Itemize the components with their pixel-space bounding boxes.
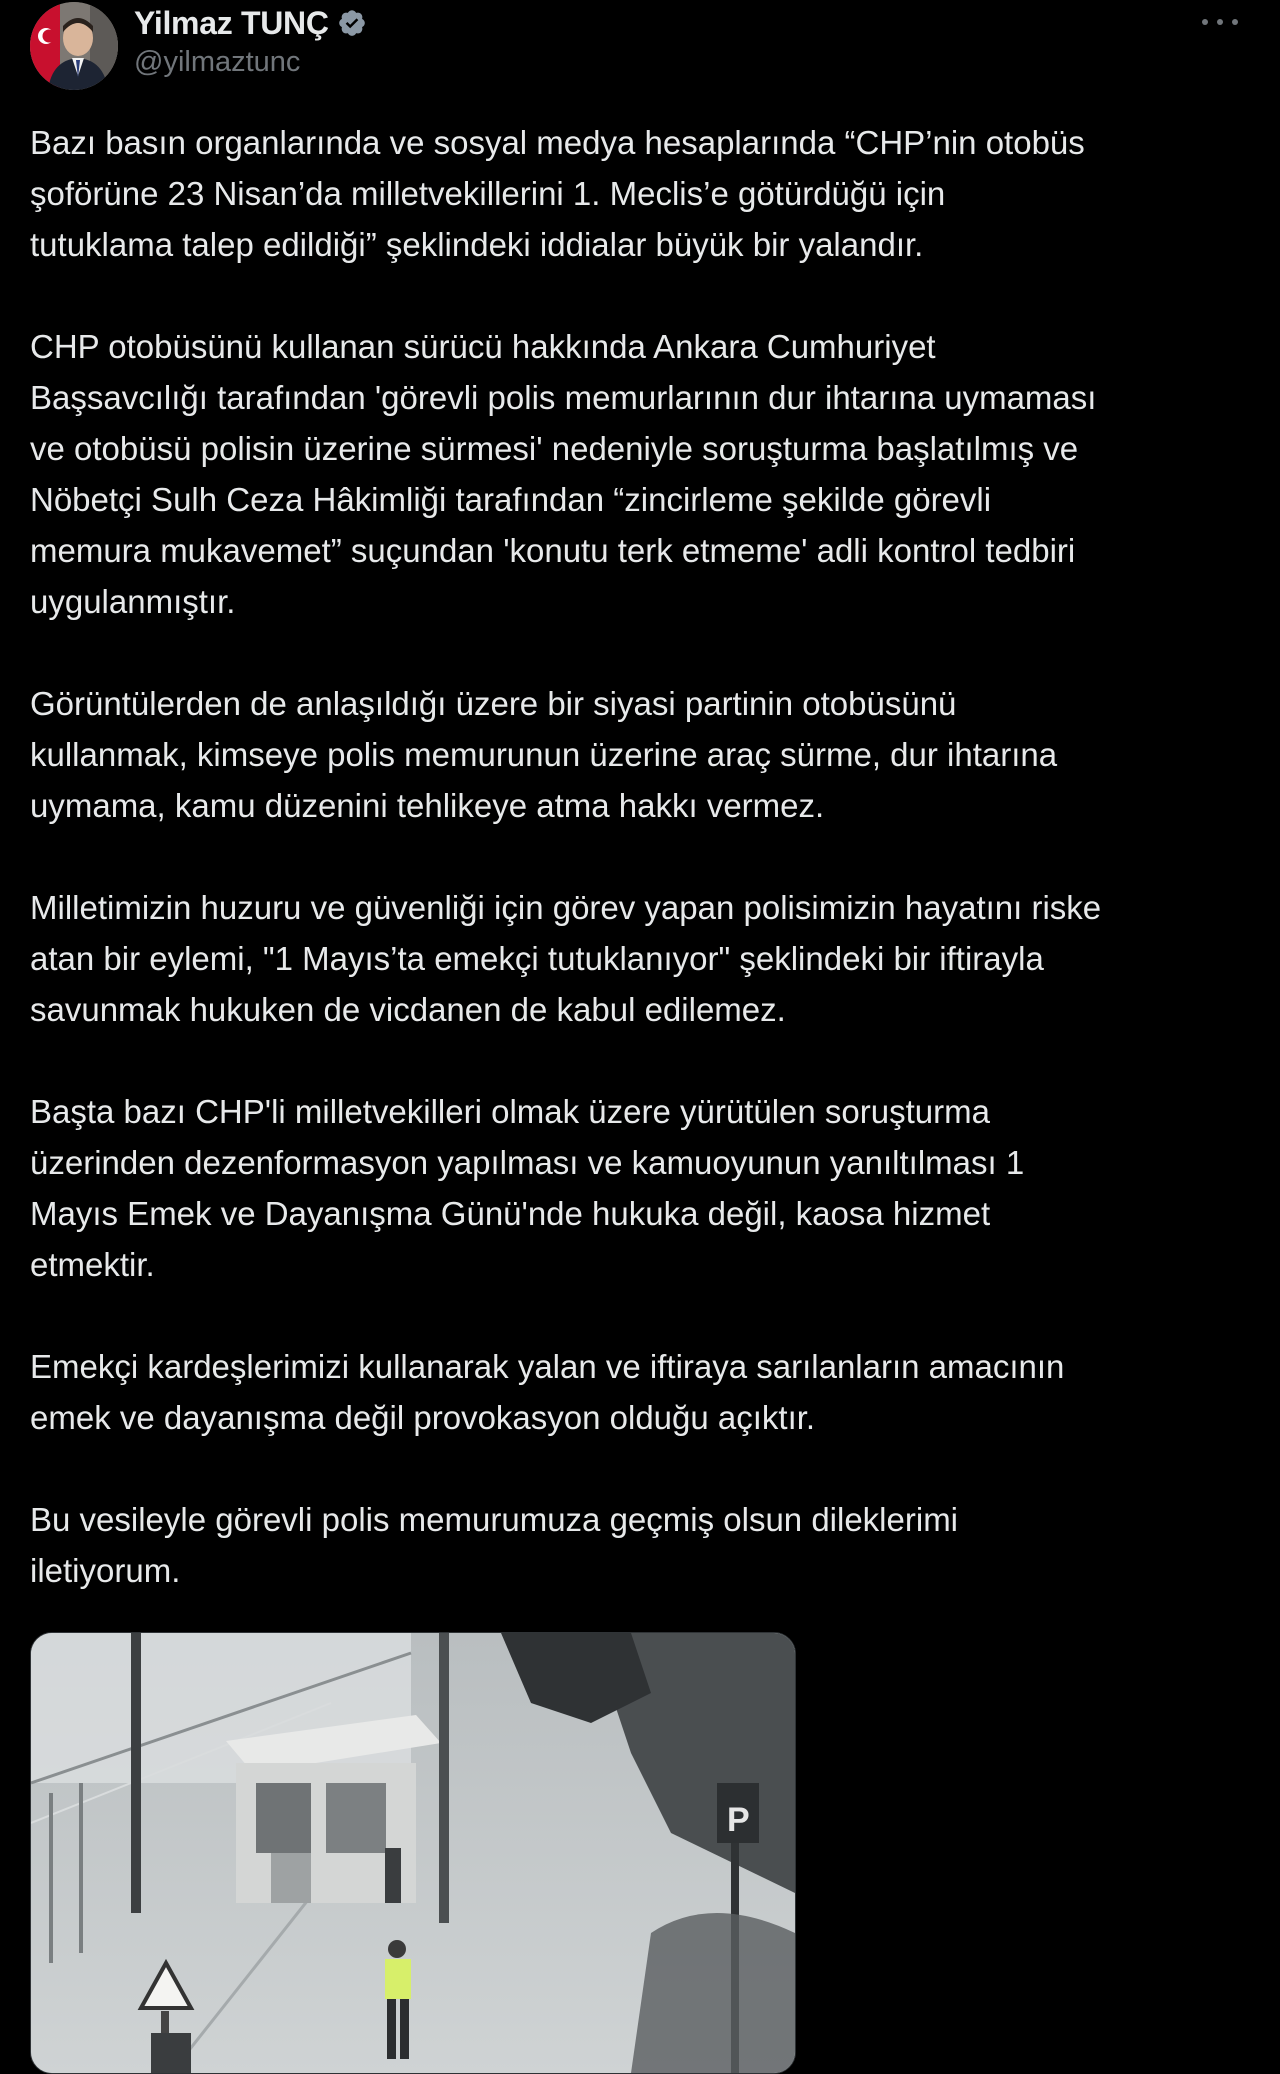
paragraph-5: Başta bazı CHP'li milletvekilleri olmak üzere yürütülen soruşturma üzerinden dezenformasyon yapılması ve kamuoyunun yanıltılması 1 Mayıs Emek ve Dayanışma Günü'nde hukuka değil, kaosa hizmet etmektir.: [30, 1093, 1025, 1283]
verified-badge-icon: [337, 8, 367, 38]
paragraph-6: Emekçi kardeşlerimizi kullanarak yalan ve iftiraya sarılanların amacının emek ve dayanışma değil provokasyon olduğu açıktır.: [30, 1348, 1065, 1436]
author-info: [134, 2, 367, 79]
paragraph-2: CHP otobüsünü kullanan sürücü hakkında Ankara Cumhuriyet Başsavcılığı tarafından 'görevli polis memurlarının dur ihtarına uymaması ve otobüsü polisin üzerine sürmesi' nedeniyle soruşturma başlatılmış ve Nöbetçi Sulh Ceza Hâkimliği tarafından “zincirleme şekilde görevli memura mukavemet” suçundan 'konutu terk etmeme' adli kontrol tedbiri uygulanmıştır.: [30, 328, 1097, 620]
paragraph-3: Görüntülerden de anlaşıldığı üzere bir siyasi partinin otobüsünü kullanmak, kimseye polis memurunun üzerine araç sürme, dur ihtarına uymama, kamu düzenini tehlikeye atma hakkı vermez.: [30, 685, 1058, 824]
display-name[interactable]: Yilmaz TUNÇ: [134, 4, 329, 41]
parking-sign-letter: P: [727, 1801, 750, 1839]
paragraph-4: Milletimizin huzuru ve güvenliği için görev yapan polisimizin hayatını riske atan bir eylemi, "1 Mayıs’ta emekçi tutuklanıyor" şeklindeki bir iftirayla savunmak hukuken de vicdanen de kabul edilemez.: [30, 889, 1102, 1028]
tweet-text: [30, 117, 1250, 1647]
name-row: [134, 2, 367, 44]
more-options-icon[interactable]: [1202, 10, 1238, 34]
tweet-header: [30, 0, 1250, 100]
handle[interactable]: @yilmaztunc: [134, 46, 301, 78]
avatar[interactable]: [30, 2, 118, 90]
paragraph-1: Bazı basın organlarında ve sosyal medya hesaplarında “CHP’nin otobüs şoförüne 23 Nisan’da milletvekillerini 1. Meclis’e götürdüğü için tutuklama talep edildiği” şeklindeki iddialar büyük bir yalandır.: [30, 124, 1085, 263]
video-thumbnail[interactable]: [30, 1632, 796, 2074]
paragraph-7: Bu vesileyle görevli polis memurumuza geçmiş olsun dileklerimi iletiyorum.: [30, 1501, 959, 1589]
